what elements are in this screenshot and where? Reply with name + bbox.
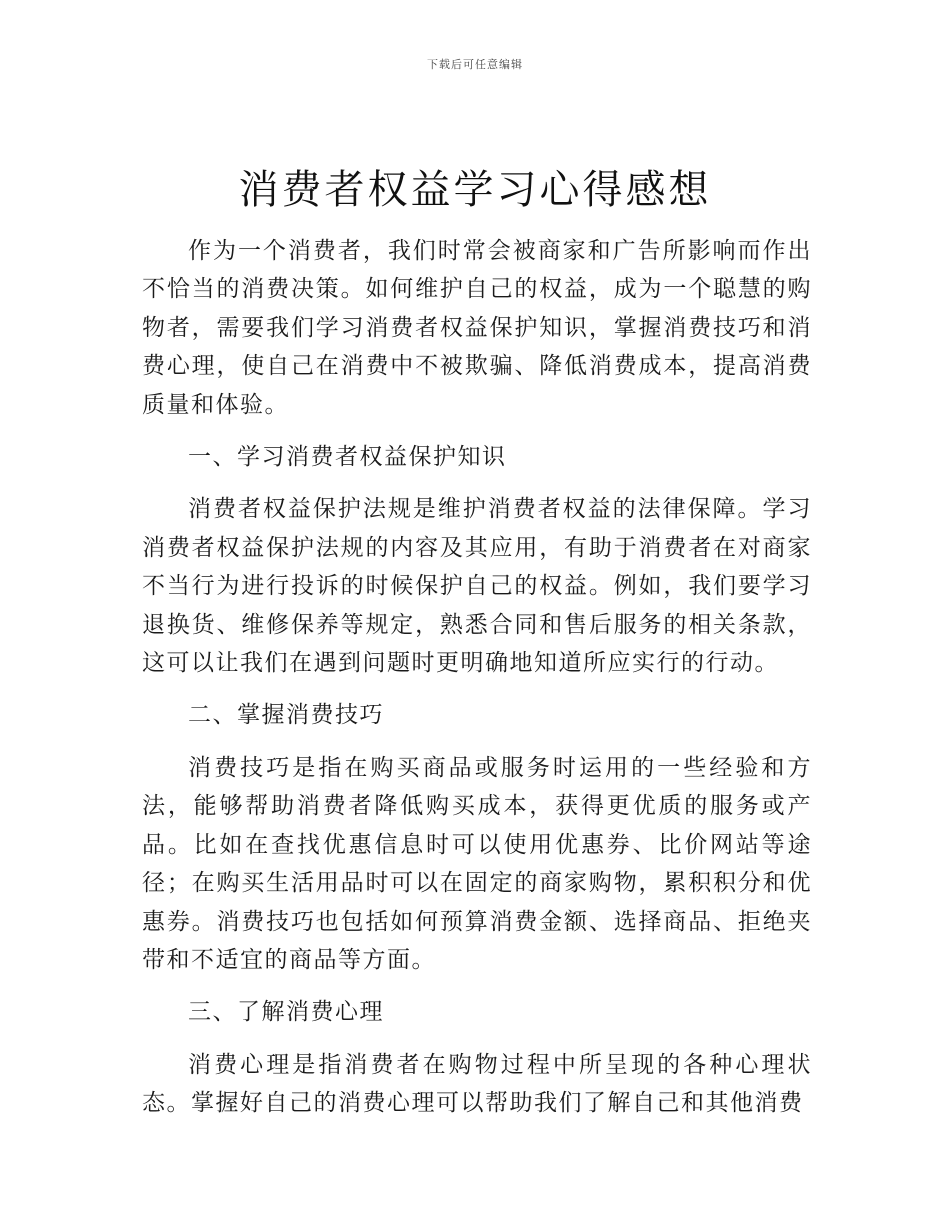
section-heading-3: 三、了解消费心理 (188, 999, 384, 1026)
intro-paragraph: 作为一个消费者，我们时常会被商家和广告所影响而作出不恰当的消费决策。如何维护自己的权益，成为一个聪慧的购物者，需要我们学习消费者权益保护知识，掌握消费技巧和消费心理，使自己在消费中不被欺骗、降低消费成本，提高消费质量和体验。 (142, 238, 812, 418)
section-2-paragraph: 消费技巧是指在购买商品或服务时运用的一些经验和方法，能够帮助消费者降低购买成本，获得更优质的服务或产品。比如在查找优惠信息时可以使用优惠券、比价网站等途径；在购买生活用品时可以在固定的商家购物，累积积分和优惠券。消费技巧也包括如何预算消费金额、选择商品、拒绝夹带和不适宜的商品等方面。 (142, 754, 812, 973)
section-heading-1: 一、学习消费者权益保护知识 (188, 444, 507, 471)
document-title: 消费者权益学习心得感想 (238, 167, 712, 213)
section-1-paragraph: 消费者权益保护法规是维护消费者权益的法律保障。学习消费者权益保护法规的内容及其应用，有助于消费者在对商家不当行为进行投诉的时候保护自己的权益。例如，我们要学习退换货、维修保养等规定，熟悉合同和售后服务的相关条款，这可以让我们在遇到问题时更明确地知道所应实行的行动。 (142, 496, 812, 677)
section-heading-2: 二、掌握消费技巧 (188, 702, 384, 729)
header-note: 下载后可任意编辑 (427, 58, 523, 71)
section-3-paragraph: 消费心理是指消费者在购物过程中所呈现的各种心理状态。掌握好自己的消费心理可以帮助我们了解自己和其他消费 (142, 1051, 812, 1117)
document-body (142, 232, 812, 1137)
